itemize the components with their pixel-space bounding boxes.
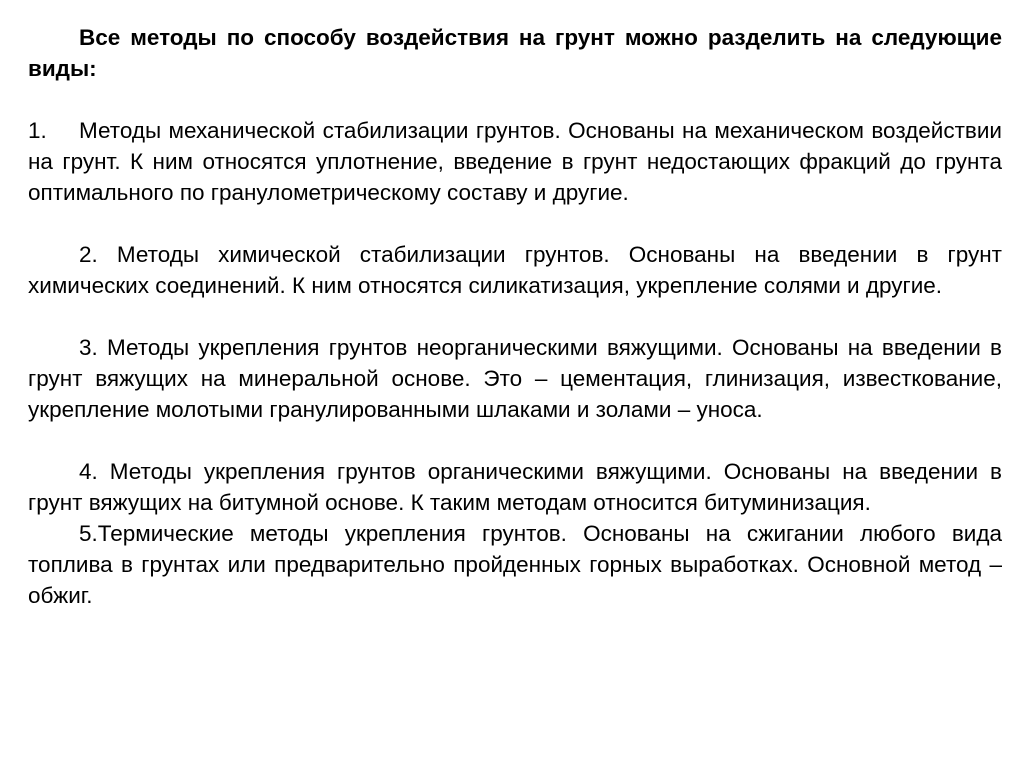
method-item-3: 3. Методы укрепления грунтов неорганическими вяжущими. Основаны на введении в грунт вяжущих на минеральной основе. Это – цементация, глинизация, известкование, укрепление молотыми гранулированными шлаками и золами – уноса. <box>28 335 1002 422</box>
method-item-1-number: 1. <box>28 118 47 143</box>
slide-text-body <box>28 22 1002 611</box>
slide-heading: Все методы по способу воздействия на грунт можно разделить на следующие виды: <box>28 25 1002 81</box>
method-item-2: 2. Методы химической стабилизации грунтов. Основаны на введении в грунт химических соединений. К ним относятся силикатизация, укрепление солями и другие. <box>28 242 1002 298</box>
paragraph-spacer <box>28 208 1002 239</box>
method-item-1-text: Методы механической стабилизации грунтов. Основаны на механическом воздействии на грунт. К ним относятся уплотнение, введение в грунт недостающих фракций до грунта оптимального по гранулометрическому составу и другие. <box>28 118 1002 205</box>
method-item-1 <box>28 115 1002 208</box>
method-item-5: 5.Термические методы укрепления грунтов. Основаны на сжигании любого вида топлива в грунтах или предварительно пройденных горных выработках. Основной метод – обжиг. <box>28 521 1002 608</box>
method-item-4: 4. Методы укрепления грунтов органическими вяжущими. Основаны на введении в грунт вяжущих на битумной основе. К таким методам относится битуминизация. <box>28 459 1002 515</box>
paragraph-spacer <box>28 301 1002 332</box>
paragraph-spacer <box>28 425 1002 456</box>
paragraph-spacer <box>28 84 1002 115</box>
